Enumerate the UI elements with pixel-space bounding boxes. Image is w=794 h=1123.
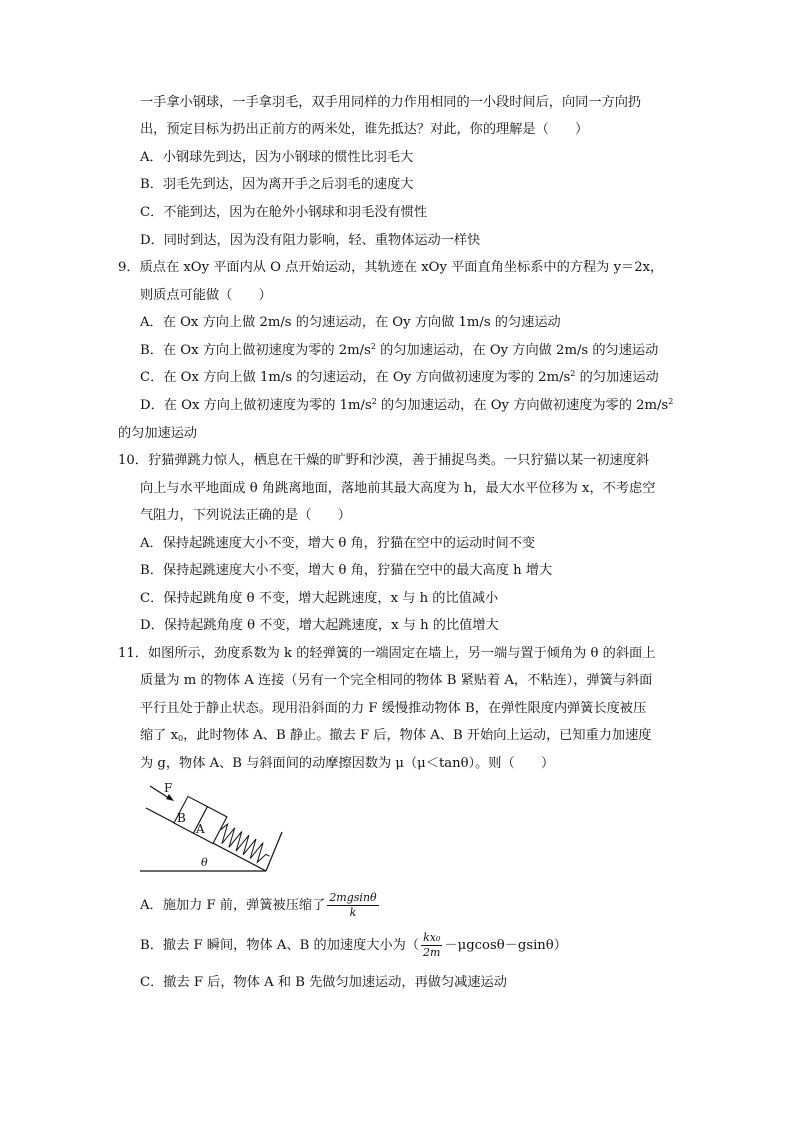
force-arrowhead bbox=[166, 794, 174, 801]
incline-figure bbox=[138, 780, 298, 876]
q9-stem-line-2: 则质点可能做（ ） bbox=[140, 288, 272, 303]
wall-line bbox=[266, 832, 282, 871]
label-b: B bbox=[177, 811, 186, 825]
fraction-2mgsin-over-k: $\frac{2mgsin\theta}{k}$ bbox=[329, 891, 377, 919]
q11-option-c: C．撤去 F 后，物体 A 和 B 先做匀加速运动，再做匀减速运动 bbox=[140, 975, 507, 990]
q11-option-a: A．施加力 F 前，弹簧被压缩了 $\frac{2mgsin\theta}{k}$ bbox=[140, 891, 377, 919]
q10-option-b: B．保持起跳速度大小不变，增大 θ 角，狞猫在空中的最大高度 h 增大 bbox=[140, 563, 553, 578]
q9-option-d: D．在 Ox 方向上做初速度为零的 $1m/s^2$ 的匀加速运动，在 Oy 方向做初速度为零的 $2m/s^2$ bbox=[140, 397, 674, 413]
q9-option-a: A．在 Ox 方向上做 2m/s 的匀速运动，在 Oy 方向做 1m/s 的匀速运动 bbox=[140, 315, 561, 330]
label-a: A bbox=[196, 822, 205, 836]
intro-line-2: 出，预定目标为扔出正前方的两米处，谁先抵达？对此，你的理解是（ ） bbox=[140, 122, 589, 137]
q11-stem-line-4: 缩了 $x_0$，此时物体 A、B 静止。撤去 F 后，物体 A、B 开始向上运动，已知重力加速度 bbox=[140, 728, 652, 743]
intro-option-a: A．小钢球先到达，因为小钢球的惯性比羽毛大 bbox=[140, 150, 414, 165]
intro-line-1: 一手拿小钢球，一手拿羽毛，双手用同样的力作用相同的一小段时间后，向同一方向扔 bbox=[140, 95, 642, 110]
intro-option-d: D．同时到达，因为没有阻力影响，轻、重物体运动一样快 bbox=[140, 233, 481, 248]
q9-option-d-continued: 的匀加速运动 bbox=[118, 426, 198, 441]
q11-stem-line-2: 质量为 m 的物体 A 连接（另有一个完全相同的物体 B 紧贴着 A，不粘连），弹簧与斜面 bbox=[140, 673, 653, 688]
intro-option-b: B．羽毛先到达，因为离开手之后羽毛的速度大 bbox=[140, 177, 414, 192]
q11-option-b: B．撤去 F 瞬间，物体 A、B 的加速度大小为（ $\frac{\text{kx₀}}{2m}$ －μgcosθ－gsinθ） bbox=[140, 931, 567, 959]
q10-stem-line-1: 10．狞猫弹跳力惊人，栖息在干燥的旷野和沙漠，善于捕捉鸟类。一只狞猫以某一初速度斜 bbox=[118, 453, 650, 468]
q10-option-c: C．保持起跳角度 θ 不变，增大起跳速度，x 与 h 的比值减小 bbox=[140, 591, 499, 606]
q9-option-b: B．在 Ox 方向上做初速度为零的 $2m/s^2$ 的匀加速运动，在 Oy 方向做 2m/s 的匀速运动 bbox=[140, 342, 659, 358]
q11-stem-line-5: 为 g，物体 A、B 与斜面间的动摩擦因数为 μ（μ＜tanθ）。则（ ） bbox=[140, 756, 555, 771]
q10-option-d: D．保持起跳角度 θ 不变，增大起跳速度，x 与 h 的比值增大 bbox=[140, 618, 499, 633]
q11-stem-line-1: 11．如图所示，劲度系数为 k 的轻弹簧的一端固定在墙上，另一端与置于倾角为 θ 的斜面上 bbox=[118, 646, 656, 661]
intro-option-c: C．不能到达，因为在舱外小钢球和羽毛没有惯性 bbox=[140, 205, 428, 220]
q11-stem-line-3: 平行且处于静止状态。现用沿斜面的力 F 缓慢推动物体 B，在弹性限度内弹簧长度被压 bbox=[140, 701, 647, 716]
q10-stem-line-2: 向上与水平地面成 θ 角跳离地面，落地前其最大高度为 h，最大水平位移为 x，不考虑空 bbox=[140, 481, 656, 496]
q10-stem-line-3: 气阻力，下列说法正确的是（ ） bbox=[140, 508, 351, 523]
q9-stem-line-1: 9．质点在 xOy 平面内从 O 点开始运动，其轨迹在 xOy 平面直角坐标系中的方程为 y＝2x， bbox=[118, 260, 664, 275]
label-f: F bbox=[164, 781, 173, 795]
q10-option-a: A．保持起跳速度大小不变，增大 θ 角，狞猫在空中的运动时间不变 bbox=[140, 536, 536, 551]
q9-option-c: C．在 Ox 方向上做 1m/s 的匀速运动，在 Oy 方向做初速度为零的 $2m/s^2$ 的匀加速运动 bbox=[140, 369, 659, 385]
fraction-kx0-over-2m: $\frac{\text{kx₀}}{2m}$ bbox=[423, 931, 441, 959]
label-theta: θ bbox=[201, 856, 208, 869]
